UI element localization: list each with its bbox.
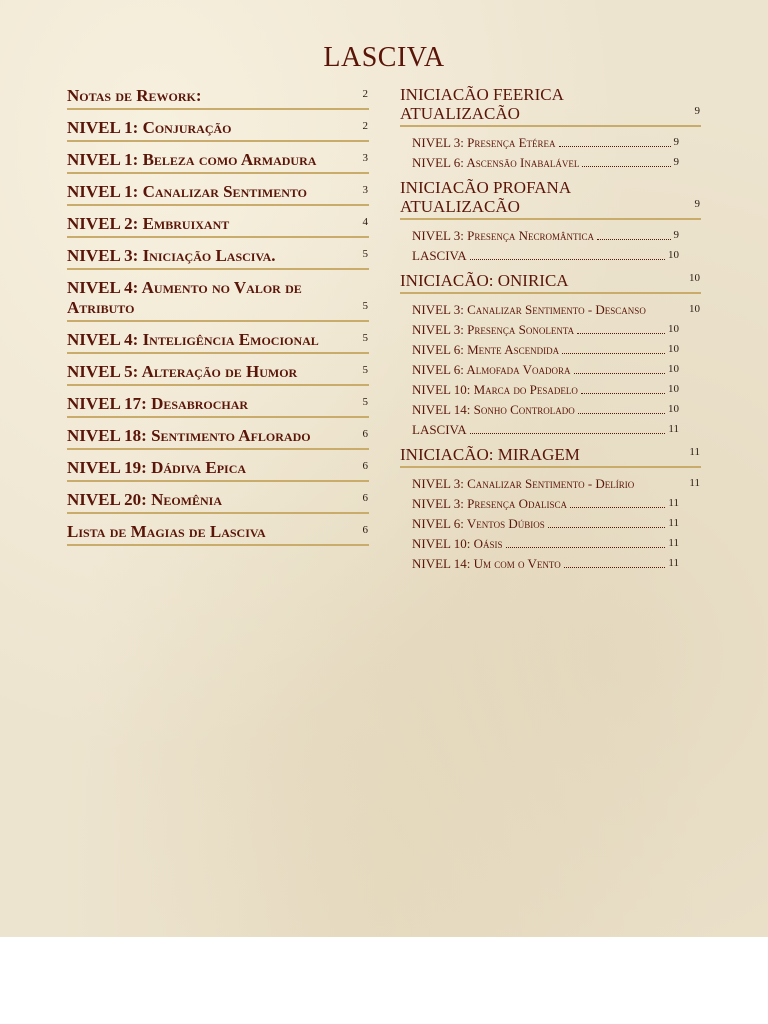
toc-subentry[interactable] (412, 514, 701, 534)
toc-subentry[interactable] (412, 153, 701, 173)
toc-subentry[interactable] (412, 360, 701, 380)
toc-entry-page: 5 (362, 396, 368, 408)
toc-entry-lista-de-magias[interactable] (67, 520, 369, 546)
toc-entry-label: NIVEL 4: Inteligência Emocional (67, 330, 319, 349)
toc-entry-embruixant[interactable] (67, 212, 369, 238)
toc-subentry-page: 10 (689, 303, 700, 315)
toc-entry-inteligencia-emocional[interactable] (67, 328, 369, 354)
toc-entry-desabrochar[interactable] (67, 392, 369, 418)
toc-left-column (67, 84, 369, 552)
toc-entry-label: NIVEL 20: Neomênia (67, 490, 223, 509)
toc-subentry-label: LASCIVA (412, 248, 467, 263)
toc-section-title: INICIACÃO: MIRAGEM (400, 445, 580, 464)
toc-entry-page: 5 (362, 332, 368, 344)
dot-leader (470, 259, 665, 260)
toc-subentry-label: NIVEL 3: Presença Necromântica (412, 228, 594, 243)
toc-subentry-page: 11 (668, 517, 679, 529)
toc-section-title: INICIACÃO FEERICA ATUALIZACÃO (400, 85, 563, 123)
toc-section-onirica[interactable] (400, 270, 701, 294)
toc-subentry-page: 11 (668, 497, 679, 509)
toc-subentry[interactable] (412, 400, 701, 420)
toc-subentry-label: NIVEL 6: Ascensão Inabalável (412, 155, 580, 170)
toc-subentry-label: NIVEL 10: Oásis (412, 536, 503, 551)
toc-entry-label: Notas de Rework: (67, 86, 202, 105)
toc-subentry[interactable] (412, 226, 701, 246)
toc-entry-label: NIVEL 1: Beleza como Armadura (67, 150, 317, 169)
toc-entry-page: 5 (362, 364, 368, 376)
toc-entry-label: Lista de Magias de Lasciva (67, 522, 266, 541)
toc-subentry-label: NIVEL 6: Mente Ascendida (412, 342, 560, 357)
toc-section-page: 10 (689, 272, 700, 284)
toc-section-page: 9 (694, 105, 700, 117)
toc-entry-notas-de-rework[interactable] (67, 84, 369, 110)
toc-subentry[interactable] (412, 554, 701, 574)
toc-entry-page: 6 (362, 428, 368, 440)
toc-entry-page: 6 (362, 492, 368, 504)
toc-entry-label: NIVEL 17: Desabrochar (67, 394, 249, 413)
toc-subentry-page: 10 (668, 343, 679, 355)
toc-subentry-label: NIVEL 6: Almofada Voadora (412, 362, 571, 377)
toc-subentry-page: 10 (668, 383, 679, 395)
toc-entry-dadiva-epica[interactable] (67, 456, 369, 482)
toc-subentry-label: NIVEL 3: Presença Odalisca (412, 496, 567, 511)
dot-leader (570, 507, 665, 508)
toc-subentry-page: 11 (668, 557, 679, 569)
toc-entry-label: NIVEL 1: Canalizar Sentimento (67, 182, 308, 201)
toc-subentry[interactable] (412, 420, 701, 440)
toc-entry-label: NIVEL 3: Iniciação Lasciva. (67, 246, 276, 265)
toc-subentry[interactable] (412, 380, 701, 400)
dot-leader (562, 353, 665, 354)
toc-subentry-page: 9 (673, 136, 679, 148)
toc-entry-page: 3 (362, 184, 368, 196)
toc-entry-page: 6 (362, 524, 368, 536)
toc-subentry[interactable] (412, 246, 701, 266)
toc-subentry-page: 11 (689, 477, 700, 489)
toc-entry-aumento-no-valor-de-atributo[interactable] (67, 276, 369, 322)
toc-entry-conjuracao[interactable] (67, 116, 369, 142)
toc-section-miragem[interactable] (400, 444, 701, 468)
dot-leader (564, 567, 666, 568)
toc-subentry-label: NIVEL 14: Sonho Controlado (412, 402, 575, 417)
toc-entry-page: 5 (362, 248, 368, 260)
toc-entry-page: 2 (362, 88, 368, 100)
dot-leader (574, 373, 665, 374)
toc-subentry-page: 10 (668, 323, 679, 335)
toc-subgroup-profana (400, 226, 701, 266)
toc-entry-page: 6 (362, 460, 368, 472)
toc-entry-page: 2 (362, 120, 368, 132)
toc-entry-page: 3 (362, 152, 368, 164)
toc-subentry-page: 11 (668, 423, 679, 435)
toc-subentry-page: 10 (668, 403, 679, 415)
toc-entry-label: NIVEL 5: Alteração de Humor (67, 362, 298, 381)
toc-entry-label: NIVEL 4: Aumento no Valor de Atributo (67, 278, 302, 317)
toc-subentry[interactable] (412, 300, 701, 320)
toc-entry-label: NIVEL 18: Sentimento Aflorado (67, 426, 311, 445)
toc-section-page: 11 (689, 446, 700, 458)
toc-subentry-label: NIVEL 3: Presença Sonolenta (412, 322, 575, 337)
dot-leader (597, 239, 671, 240)
toc-subentry-page: 10 (668, 363, 679, 375)
toc-subgroup-onirica (400, 300, 701, 440)
toc-entry-label: NIVEL 2: Embruixant (67, 214, 230, 233)
toc-right-column (400, 84, 701, 578)
toc-entry-iniciacao-lasciva[interactable] (67, 244, 369, 270)
toc-subentry[interactable] (412, 133, 701, 153)
dot-leader (548, 527, 666, 528)
toc-entry-page: 4 (362, 216, 368, 228)
toc-subgroup-miragem (400, 474, 701, 574)
toc-subentry[interactable] (412, 474, 701, 494)
toc-subentry-label: NIVEL 3: Presença Etérea (412, 135, 556, 150)
toc-entry-label: NIVEL 1: Conjuração (67, 118, 232, 137)
toc-entry-canalizar-sentimento[interactable] (67, 180, 369, 206)
document-title: LASCIVA (323, 42, 445, 73)
dot-leader (577, 333, 665, 334)
toc-subentry-label: LASCIVA (412, 422, 467, 437)
toc-section-profana[interactable] (400, 177, 701, 220)
toc-subentry-page: 9 (673, 229, 679, 241)
toc-subentry-label: NIVEL 3: Canalizar Sentimento - Descanso (412, 302, 646, 317)
dot-leader (578, 413, 665, 414)
toc-subentry[interactable] (412, 320, 701, 340)
toc-entry-alteracao-de-humor[interactable] (67, 360, 369, 386)
toc-entry-label: NIVEL 19: Dádiva Epica (67, 458, 247, 477)
dot-leader (581, 393, 665, 394)
toc-subentry-page: 9 (673, 156, 679, 168)
dot-leader (582, 166, 670, 167)
toc-subentry-label: NIVEL 3: Canalizar Sentimento - Delírio (412, 476, 635, 491)
toc-section-title: INICIACÃO PROFANA ATUALIZACÃO (400, 178, 571, 216)
toc-subentry-label: NIVEL 6: Ventos Dúbios (412, 516, 545, 531)
toc-entry-neomenia[interactable] (67, 488, 369, 514)
toc-subentry-page: 11 (668, 537, 679, 549)
dot-leader (506, 547, 666, 548)
toc-subentry[interactable] (412, 494, 701, 514)
toc-section-page: 9 (694, 198, 700, 210)
toc-section-title: INICIACÃO: ONIRICA (400, 271, 569, 290)
dot-leader (470, 433, 666, 434)
toc-section-feerica[interactable] (400, 84, 701, 127)
toc-entry-beleza-como-armadura[interactable] (67, 148, 369, 174)
toc-subentry-label: NIVEL 10: Marca do Pesadelo (412, 382, 578, 397)
toc-subentry-page: 10 (668, 249, 679, 261)
toc-subentry-label: NIVEL 14: Um com o Vento (412, 556, 561, 571)
toc-subgroup-feerica (400, 133, 701, 173)
toc-entry-sentimento-aflorado[interactable] (67, 424, 369, 450)
toc-subentry[interactable] (412, 534, 701, 554)
toc-subentry[interactable] (412, 340, 701, 360)
dot-leader (559, 146, 671, 147)
toc-entry-page: 5 (362, 300, 368, 312)
